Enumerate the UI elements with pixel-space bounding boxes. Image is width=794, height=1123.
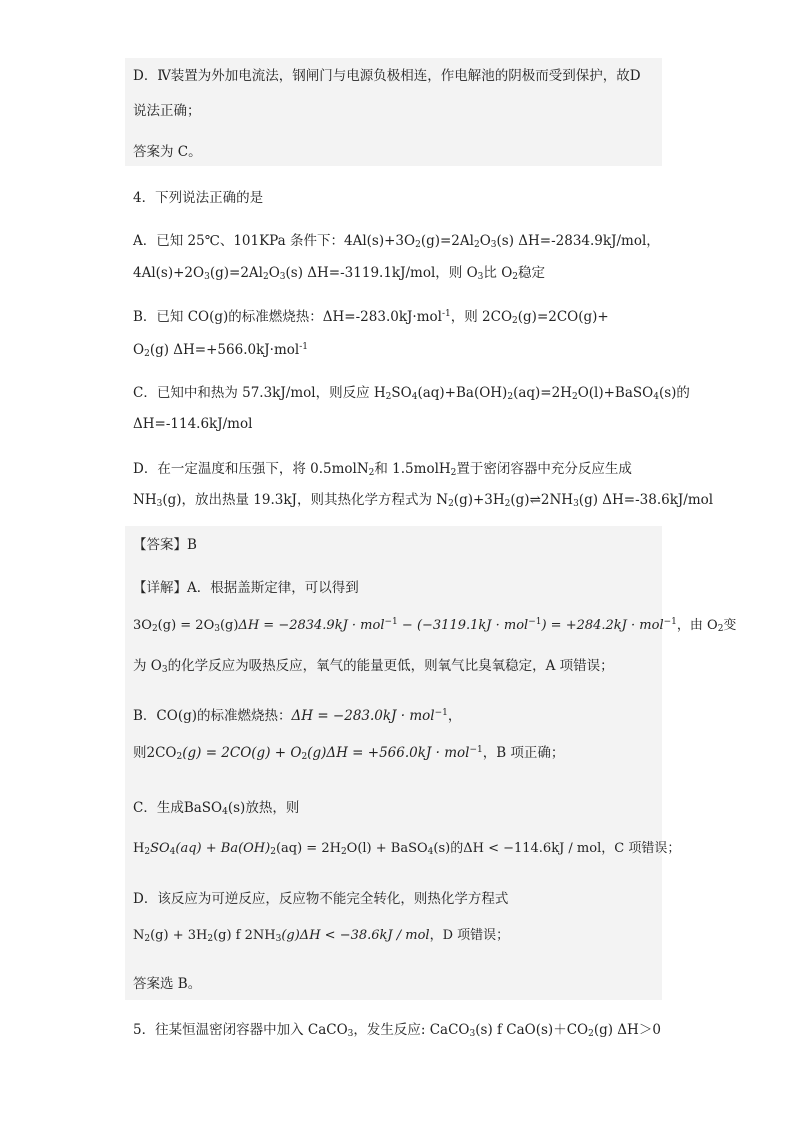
prev-option-d-line1: D．Ⅳ装置为外加电流法，钢闸门与电源负极相连，作电解池的阴极而受到保护，故D [133,68,641,84]
prev-answer: 答案为 C。 [133,144,202,160]
q4-detail-b-line1: B．CO(g)的标准燃烧热：ΔH = −283.0kJ · mol$^{-1}$， [133,708,462,724]
q4-option-d-line1: D．在一定温度和压强下，将 0.5molN$_2$和 1.5molH$_2$置于密闭容器中充分反应生成 [133,461,632,478]
q4-option-d-line2: $NH_3(g)$，放出热量 19.3kJ，则其热化学方程式为 $N_2(g)+3H_2(g)\rightleftharpoons 2NH_3(g)$ ΔH=-38.6kJ/mol [133,492,714,509]
q4-detail-c-equation: $H_2SO_4(aq) + Ba(OH)_2(aq) = 2H_2O(l)$ + BaSO$_4$(s)的ΔH < −114.6kJ / mol，C 项错误； [133,841,681,857]
q4-detail-d-equation: $N_2(g) + 3H_2(g)$ f $2NH_3(g)\Delta H < -38.6kJ$ / mol，D 项错误； [133,928,510,944]
q4-detail-d-line1: D．该反应为可逆反应，反应物不能完全转化，则热化学方程式 [133,891,509,907]
q4-option-c-line1: C．已知中和热为 57.3kJ/mol，则反应 $H_2SO_4(aq)+Ba(OH)_2(aq)=2H_2O(l)+BaSO_4(s)$的 [133,385,690,402]
q4-detail-a-conclusion: 为 $O_3$的化学反应为吸热反应，氧气的能量更低，则氧气比臭氧稳定，A 项错误； [133,658,614,675]
q4-answer: 【答案】B [133,537,197,553]
q4-option-b-line2: $O_2(g)$ ΔH=+566.0kJ·mol$^{-1}$ [133,342,308,359]
q4-final-answer: 答案选 B。 [133,976,202,992]
q4-option-c-line2: ΔH=-114.6kJ/mol [133,416,253,432]
q4-detail-c-line1: C．生成BaSO$_4$(s)放热，则 [133,800,300,817]
q5-stem: 5．往某恒温密闭容器中加入 CaCO$_3$，发生反应: CaCO$_3$(s) f $CaO(s)+CO_2(g)$ ΔH＞0 [133,1022,661,1039]
q4-detail-b-line2: 则$2CO_2(g) = 2CO(g) + O_2(g)\Delta H = +566.0kJ \cdot mol^{-1}$，B 项正确； [133,745,565,762]
q4-detail-a-intro: 【详解】A．根据盖斯定律，可以得到 [133,580,359,596]
q4-option-a-line2: $4Al(s)+2O_3(g)=2Al_2O_3(s)$ ΔH=-3119.1kJ/mol，则 $O_3$比 $O_2$稳定 [133,265,545,282]
q4-stem: 4．下列说法正确的是 [133,190,264,206]
prev-option-d-line2: 说法正确； [133,103,201,119]
q4-option-b-line1: B．已知 CO(g)的标准燃烧热：ΔH=-283.0kJ·mol$^{-1}$，则 $2CO_2(g)=2CO(g)+$ [133,309,609,326]
q4-option-a-line1: A．已知 25℃、101KPa 条件下：$4Al(s)+3O_2(g)=2Al_2O_3(s)$ ΔH=-2834.9kJ/mol， [133,233,660,250]
q4-detail-a-equation: $3O_2(g) = 2O_3(g)\Delta H = -2834.9kJ \cdot mol^{-1} - (-3119.1kJ \cdot mol^{-1}) = +284.2kJ \cdot mol^{-1}$，由 $O_2$变 [133,617,737,634]
